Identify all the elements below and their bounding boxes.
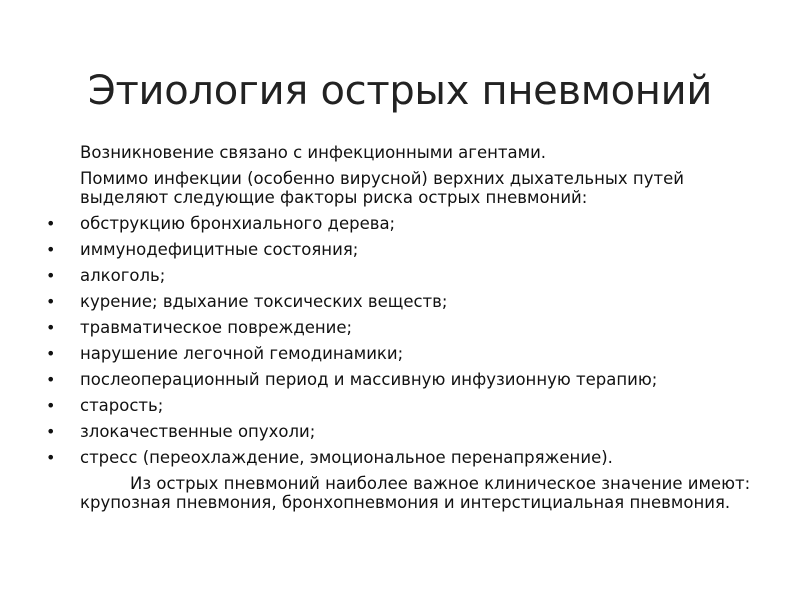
bullet-icon: • <box>46 318 56 337</box>
bullet-icon: • <box>46 266 56 285</box>
bullet-icon: • <box>46 344 56 363</box>
closing-text: Из острых пневмоний наиболее важное клиническое значение имеют: крупозная пневмония, бронхопневмония и интерстициальная пневмония. <box>80 474 751 512</box>
bullet-icon: • <box>46 240 56 259</box>
bullet-icon: • <box>46 214 56 233</box>
list-item <box>44 370 760 389</box>
bullet-icon: • <box>46 370 56 389</box>
list-item-text: алкоголь; <box>80 266 166 285</box>
intro-paragraph-2: Помимо инфекции (особенно вирусной) верхних дыхательных путей выделяют следующие факторы риска острых пневмоний: <box>80 169 684 207</box>
list-item-text: старость; <box>80 396 164 415</box>
list-item <box>44 214 760 233</box>
list-item-text: нарушение легочной гемодинамики; <box>80 344 404 363</box>
closing-paragraph <box>44 474 760 512</box>
list-item <box>44 240 760 259</box>
list-item <box>44 396 760 415</box>
risk-factor-list <box>44 214 760 467</box>
list-item-text: травматическое повреждение; <box>80 318 353 337</box>
list-item-text: злокачественные опухоли; <box>80 422 316 441</box>
list-item <box>44 344 760 363</box>
list-item <box>44 448 760 467</box>
bullet-icon: • <box>46 448 56 467</box>
slide-title: Этиология острых пневмоний <box>87 67 713 114</box>
list-item-text: обструкцию бронхиального дерева; <box>80 214 396 233</box>
bullet-icon: • <box>46 422 56 441</box>
intro-paragraph-1: Возникновение связано с инфекционными агентами. <box>80 143 547 162</box>
list-item <box>44 318 760 337</box>
list-item <box>44 266 760 285</box>
list-item <box>44 422 760 441</box>
list-item-text: иммунодефицитные состояния; <box>80 240 359 259</box>
bullet-icon: • <box>46 292 56 311</box>
list-item-text: послеоперационный период и массивную инфузионную терапию; <box>80 370 658 389</box>
list-item <box>44 292 760 311</box>
list-item-text: стресс (переохлаждение, эмоциональное перенапряжение). <box>80 448 613 467</box>
list-item-text: курение; вдыхание токсических веществ; <box>80 292 448 311</box>
slide-body <box>44 143 760 512</box>
bullet-icon: • <box>46 396 56 415</box>
